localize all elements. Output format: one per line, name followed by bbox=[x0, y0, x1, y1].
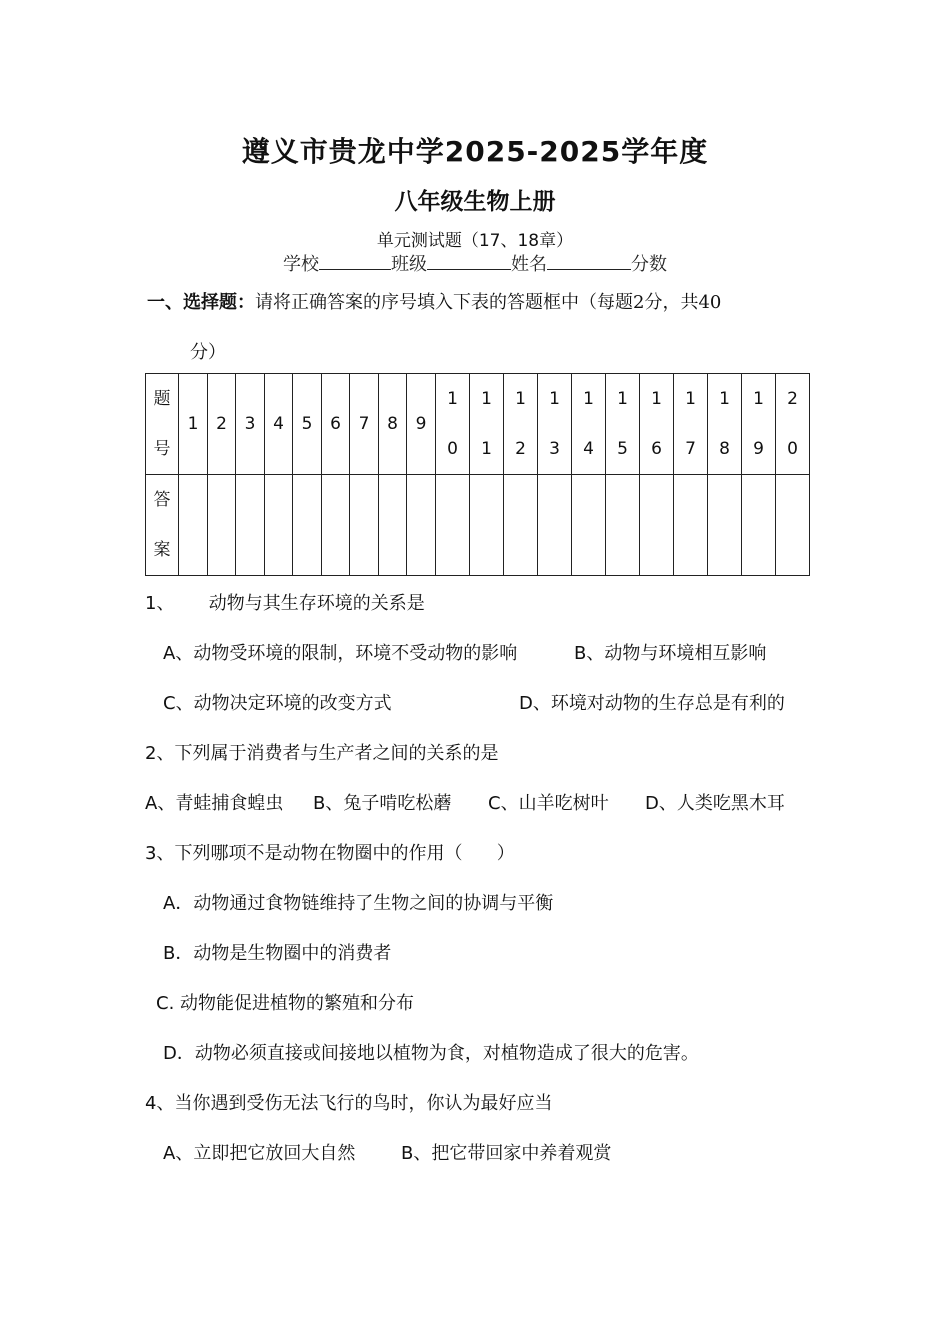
answer-cell[interactable] bbox=[407, 475, 436, 576]
row-label-question-number: 题 号 bbox=[146, 374, 179, 475]
question-number-cell: 2 0 bbox=[776, 374, 810, 475]
answer-cell[interactable] bbox=[293, 475, 322, 576]
question-number-cell: 1 8 bbox=[708, 374, 742, 475]
answer-cell[interactable] bbox=[708, 475, 742, 576]
answer-cell[interactable] bbox=[572, 475, 606, 576]
question-number-cell: 1 7 bbox=[674, 374, 708, 475]
question-number-cell: 1 5 bbox=[606, 374, 640, 475]
answer-cell[interactable] bbox=[674, 475, 708, 576]
question-number-cell: 1 9 bbox=[742, 374, 776, 475]
question-1-stem: 1、 动物与其生存环境的关系是 bbox=[145, 593, 425, 614]
answer-table bbox=[145, 373, 810, 576]
question-3-option-c: C. 动物能促进植物的繁殖和分布 bbox=[156, 993, 415, 1014]
section-number: 一、 bbox=[147, 292, 183, 313]
row-label-answer: 答 案 bbox=[146, 475, 179, 576]
question-1-option-b: B、动物与环境相互影响 bbox=[574, 643, 767, 664]
answer-cell[interactable] bbox=[208, 475, 236, 576]
question-number-cell: 5 bbox=[293, 374, 322, 475]
question-4-option-b: B、把它带回家中养着观赏 bbox=[401, 1143, 612, 1164]
question-number-cell: 1 bbox=[179, 374, 208, 475]
section-points: 2 bbox=[633, 292, 645, 313]
question-number-cell: 8 bbox=[379, 374, 407, 475]
answer-cell[interactable] bbox=[538, 475, 572, 576]
answer-cell[interactable] bbox=[776, 475, 810, 576]
answer-cell[interactable] bbox=[179, 475, 208, 576]
question-number-cell: 1 1 bbox=[470, 374, 504, 475]
question-2-option-d: D、人类吃黑木耳 bbox=[645, 793, 785, 814]
test-name: 单元测试题（17、18章） bbox=[376, 231, 574, 251]
question-2-option-b: B、兔子啃吃松蘑 bbox=[313, 793, 452, 814]
answer-cell[interactable] bbox=[322, 475, 350, 576]
section-total: 40 bbox=[698, 292, 722, 313]
answer-cell[interactable] bbox=[436, 475, 470, 576]
section-heading bbox=[147, 288, 721, 314]
section-instruction-b: 分，共 bbox=[644, 292, 699, 313]
question-2-stem: 2、下列属于消费者与生产者之间的关系的是 bbox=[145, 743, 499, 764]
question-3-option-d: D．动物必须直接或间接地以植物为食，对植物造成了很大的危害。 bbox=[163, 1043, 699, 1064]
question-1-option-a: A、动物受环境的限制，环境不受动物的影响 bbox=[163, 643, 518, 664]
section-instruction-c: 分） bbox=[190, 342, 226, 363]
answer-cell[interactable] bbox=[236, 475, 265, 576]
name-blank[interactable] bbox=[547, 251, 631, 270]
question-number-cell: 3 bbox=[236, 374, 265, 475]
question-number-cell: 1 6 bbox=[640, 374, 674, 475]
class-blank[interactable] bbox=[427, 251, 511, 270]
answer-cell[interactable] bbox=[265, 475, 293, 576]
name-label: 姓名 bbox=[511, 254, 547, 275]
question-2-option-a: A、青蛙捕食蝗虫 bbox=[145, 793, 284, 814]
question-number-cell: 9 bbox=[407, 374, 436, 475]
answer-cell[interactable] bbox=[606, 475, 640, 576]
question-number-cell: 1 0 bbox=[436, 374, 470, 475]
question-4-option-a: A、立即把它放回大自然 bbox=[163, 1143, 356, 1164]
question-1-option-c: C、动物决定环境的改变方式 bbox=[163, 693, 392, 714]
question-number-row bbox=[146, 374, 810, 475]
question-number-cell: 7 bbox=[350, 374, 379, 475]
question-1-option-d: D、环境对动物的生存总是有利的 bbox=[519, 693, 785, 714]
school-blank[interactable] bbox=[319, 251, 391, 270]
answer-cell[interactable] bbox=[742, 475, 776, 576]
section-instruction-a: 请将正确答案的序号填入下表的答题框中（每题 bbox=[255, 292, 633, 313]
student-info-line bbox=[0, 250, 950, 276]
question-number-cell: 4 bbox=[265, 374, 293, 475]
section-name: 选择题： bbox=[183, 292, 255, 313]
answer-cell[interactable] bbox=[379, 475, 407, 576]
question-number-cell: 2 bbox=[208, 374, 236, 475]
answer-cell[interactable] bbox=[504, 475, 538, 576]
answer-row bbox=[146, 475, 810, 576]
question-3-option-b: B．动物是生物圈中的消费者 bbox=[163, 943, 392, 964]
answer-cell[interactable] bbox=[640, 475, 674, 576]
question-number-cell: 6 bbox=[322, 374, 350, 475]
question-2-option-c: C、山羊吃树叶 bbox=[488, 793, 609, 814]
question-3-stem: 3、下列哪项不是动物在物圈中的作用（ ） bbox=[145, 843, 515, 864]
question-number-cell: 1 3 bbox=[538, 374, 572, 475]
question-4-stem: 4、当你遇到受伤无法飞行的鸟时，你认为最好应当 bbox=[145, 1093, 553, 1114]
page-subtitle: 八年级生物上册 bbox=[394, 189, 556, 215]
page-title: 遵义市贵龙中学2025-2025学年度 bbox=[241, 135, 709, 168]
score-label: 分数 bbox=[631, 254, 667, 275]
question-3-option-a: A．动物通过食物链维持了生物之间的协调与平衡 bbox=[163, 893, 554, 914]
answer-cell[interactable] bbox=[470, 475, 504, 576]
class-label: 班级 bbox=[391, 254, 427, 275]
question-number-cell: 1 2 bbox=[504, 374, 538, 475]
question-number-cell: 1 4 bbox=[572, 374, 606, 475]
answer-cell[interactable] bbox=[350, 475, 379, 576]
school-label: 学校 bbox=[283, 254, 319, 275]
